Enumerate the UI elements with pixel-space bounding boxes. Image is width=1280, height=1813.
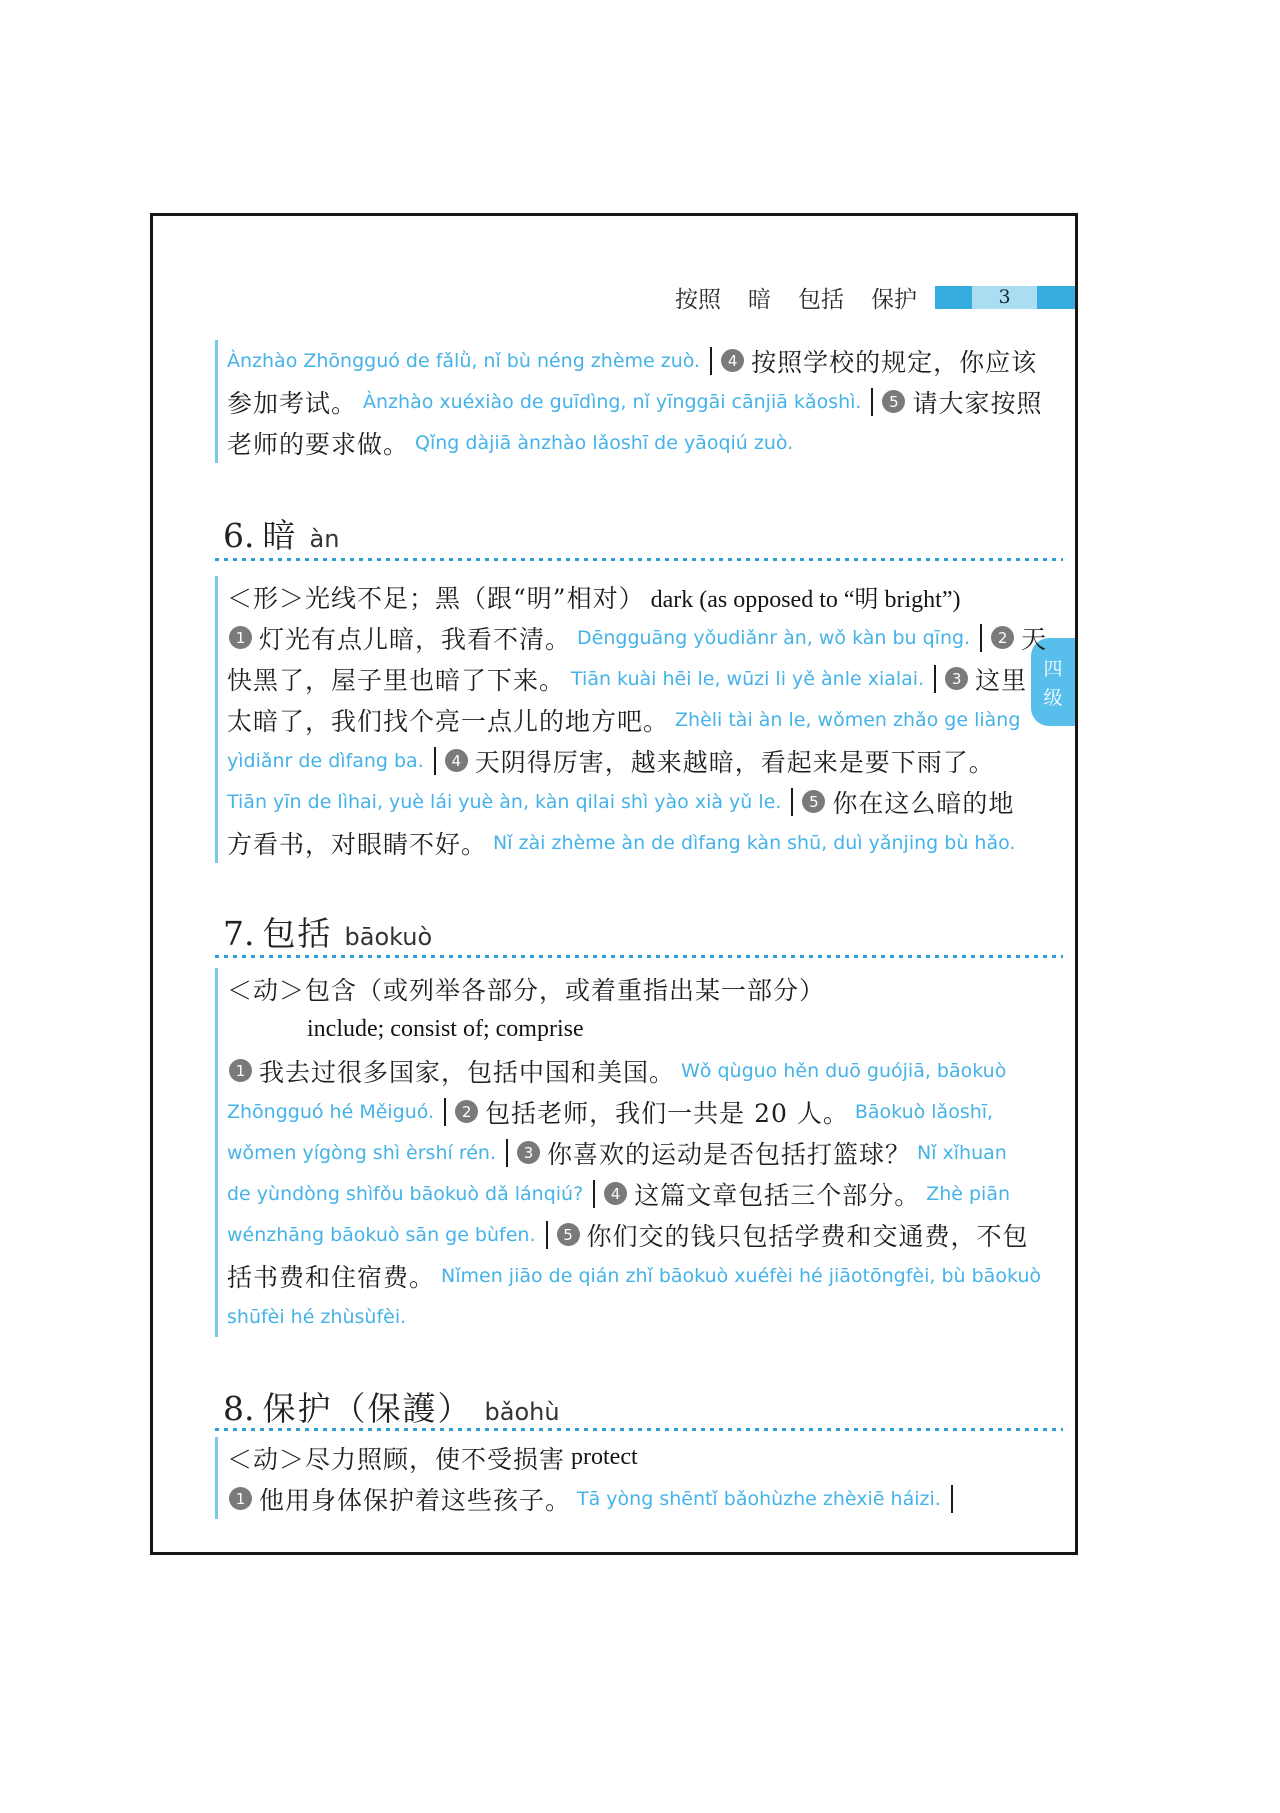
pinyin-text: Ànzhào Zhōngguó de fǎlǜ, nǐ bù néng zhème zuò.: [227, 349, 701, 372]
entry-body-6: [215, 576, 1053, 863]
dashed-divider: [215, 955, 1063, 958]
example-separator-bar: [434, 747, 436, 775]
chinese-text: 快黑了，屋子里也暗了下来。: [227, 665, 566, 695]
chinese-text: 老师的要求做。: [227, 429, 410, 459]
page-header: [675, 285, 1075, 313]
guide-word: 暗: [748, 286, 771, 313]
pinyin-text: yìdiǎnr de dìfang ba.: [227, 749, 424, 772]
text-line: [227, 576, 1053, 617]
dashed-divider: [215, 558, 1063, 561]
text-line: [227, 1173, 1047, 1214]
pinyin-text: Zhōngguó hé Měiguó.: [227, 1100, 435, 1123]
text-line: [227, 699, 1053, 740]
example-left-rule: [215, 1437, 960, 1519]
entry-number: 6.: [223, 516, 255, 555]
entry-continuation-anzhao: [215, 340, 1048, 463]
text-line: [227, 1050, 1047, 1091]
pinyin-text: Wǒ qùguo hěn duō guójiā, bāokuò: [681, 1059, 1007, 1082]
chinese-text: 包括老师，我们一共是 20 人。: [485, 1098, 849, 1128]
text-line: [227, 1437, 960, 1478]
chinese-text: 按照学校的规定，你应该: [751, 347, 1038, 377]
pinyin-text: Tiān yīn de lìhai, yuè lái yuè àn, kàn qilai shì yào xià yǔ le.: [227, 790, 782, 813]
chinese-text: 这里: [975, 665, 1028, 695]
example-separator-bar: [980, 624, 982, 652]
pinyin-text: Ànzhào xuéxiào de guīdìng, nǐ yīnggāi cānjiā kǎoshì.: [363, 390, 862, 413]
chinese-text: 天: [1021, 624, 1048, 654]
chinese-text: 请大家按照: [912, 388, 1043, 418]
text-line: [227, 968, 1047, 1009]
page-bar-segment: [935, 286, 972, 309]
text-line: [227, 1255, 1047, 1296]
entry-heading-8: [223, 1383, 560, 1430]
chinese-text: ＜形＞光线不足；黑（跟“明”相对）: [227, 583, 645, 613]
english-text: dark (as opposed to “明 bright”): [650, 587, 961, 613]
english-text: include; consist of; comprise: [307, 1016, 584, 1042]
example-separator-bar: [791, 788, 793, 816]
text-line: [227, 1296, 1047, 1337]
pinyin-text: Tā yòng shēntǐ bǎohùzhe zhèxiē háizi.: [577, 1487, 941, 1510]
pinyin-text: Bāokuò lǎoshī,: [854, 1100, 994, 1123]
page-bar-segment: [1037, 286, 1075, 309]
text-line: [227, 1478, 960, 1519]
text-line: [227, 1009, 1047, 1050]
chinese-text: 天阴得厉害，越来越暗，看起来是要下雨了。: [474, 747, 995, 777]
example-separator-bar: [951, 1485, 953, 1513]
example-separator-bar: [934, 665, 936, 693]
text-line: [227, 381, 1048, 422]
example-separator-bar: [444, 1098, 446, 1126]
text-line: [227, 1214, 1047, 1255]
example-left-rule: [215, 576, 1053, 863]
chinese-text: ＜动＞尽力照顾，使不受损害: [227, 1444, 566, 1474]
chinese-text: 我去过很多国家，包括中国和美国。: [259, 1057, 676, 1087]
entry-number: 7.: [223, 914, 255, 953]
text-line: [227, 340, 1048, 381]
page-box: [150, 213, 1078, 1555]
chinese-text: 他用身体保护着这些孩子。: [259, 1485, 572, 1515]
chinese-text: 你们交的钱只包括学费和交通费，不包: [586, 1221, 1029, 1251]
text-line: [227, 658, 1053, 699]
text-line: [227, 781, 1053, 822]
example-separator-bar: [506, 1139, 508, 1167]
pinyin-text: Tiān kuài hēi le, wūzi li yě ànle xialai.: [571, 667, 925, 690]
example-left-rule: [215, 968, 1047, 1337]
entry-headword: 保护（保護）: [262, 1389, 473, 1428]
circled-number-badge: 1: [229, 1059, 252, 1082]
circled-number-badge: 2: [991, 626, 1014, 649]
guide-word: 包括: [798, 286, 844, 313]
example-separator-bar: [546, 1221, 548, 1249]
circled-number-badge: 5: [557, 1223, 580, 1246]
text-line: [227, 1132, 1047, 1173]
pinyin-text: Dēngguāng yǒudiǎnr àn, wǒ kàn bu qīng.: [577, 626, 971, 649]
chinese-text: 灯光有点儿暗，我看不清。: [259, 624, 572, 654]
circled-number-badge: 5: [882, 390, 905, 413]
entry-heading-7: [223, 908, 432, 955]
chinese-text: 你喜欢的运动是否包括打篮球？: [546, 1139, 911, 1169]
text-line: [227, 822, 1053, 863]
entry-headword: 包括: [262, 914, 333, 953]
pinyin-text: Zhè piān: [926, 1182, 1011, 1205]
text-line: [227, 740, 1053, 781]
text-line: [227, 617, 1053, 658]
entry-body-7: [215, 968, 1047, 1337]
circled-number-badge: 3: [945, 667, 968, 690]
example-separator-bar: [710, 347, 712, 375]
level-tab-char: 级: [1043, 687, 1063, 709]
pinyin-text: wénzhāng bāokuò sān ge bùfen.: [227, 1223, 536, 1246]
chinese-text: 你在这么暗的地: [832, 788, 1015, 818]
pinyin-text: wǒmen yígòng shì èrshí rén.: [227, 1141, 496, 1164]
example-separator-bar: [593, 1180, 595, 1208]
pinyin-text: Nǐ zài zhème àn de dìfang kàn shū, duì yǎnjing bù hǎo.: [493, 831, 1016, 854]
entry-pinyin: àn: [309, 525, 340, 553]
chinese-text: ＜动＞包含（或列举各部分，或着重指出某一部分）: [227, 975, 826, 1005]
circled-number-badge: 1: [229, 1487, 252, 1510]
pinyin-text: Zhèli tài àn le, wǒmen zhǎo ge liàng: [675, 708, 1021, 731]
circled-number-badge: 1: [229, 626, 252, 649]
pinyin-text: Nǐmen jiāo de qián zhǐ bāokuò xuéfèi hé jiāotōngfèi, bù bāokuò: [441, 1264, 1042, 1287]
text-line: [227, 422, 1048, 463]
english-text: protect: [571, 1444, 638, 1470]
entry-body-8: [215, 1437, 960, 1519]
guide-word: 按照: [675, 286, 721, 313]
guide-word: 保护: [871, 286, 917, 313]
circled-number-badge: 4: [721, 349, 744, 372]
entry-headword: 暗: [262, 516, 298, 555]
chinese-text: 括书费和住宿费。: [227, 1262, 436, 1292]
entry-pinyin: bāokuò: [344, 923, 433, 951]
level-tab-char: 四: [1043, 658, 1063, 680]
chinese-text: 方看书，对眼睛不好。: [227, 829, 488, 859]
pinyin-text: de yùndòng shìfǒu bāokuò dǎ lánqiú?: [227, 1182, 584, 1205]
pinyin-text: Qǐng dàjiā ànzhào lǎoshī de yāoqiú zuò.: [415, 431, 794, 454]
circled-number-badge: 5: [802, 790, 825, 813]
entry-pinyin: bǎohù: [484, 1398, 560, 1426]
entry-heading-6: [223, 510, 339, 557]
circled-number-badge: 2: [455, 1100, 478, 1123]
circled-number-badge: 3: [517, 1141, 540, 1164]
page-number-bar: [935, 286, 1075, 309]
pinyin-text: Nǐ xǐhuan: [917, 1141, 1007, 1164]
chinese-text: 参加考试。: [227, 388, 358, 418]
text-line: [227, 1091, 1047, 1132]
pinyin-text: shūfèi hé zhùsùfèi.: [227, 1305, 407, 1328]
circled-number-badge: 4: [445, 749, 468, 772]
example-separator-bar: [871, 388, 873, 416]
circled-number-badge: 4: [604, 1182, 627, 1205]
chinese-text: 太暗了，我们找个亮一点儿的地方吧。: [227, 706, 670, 736]
entry-number: 8.: [223, 1389, 255, 1428]
chinese-text: 这篇文章包括三个部分。: [634, 1180, 921, 1210]
dashed-divider: [215, 1428, 1063, 1431]
page-number: 3: [972, 286, 1037, 309]
example-left-rule: [215, 340, 1048, 463]
header-guide-words: [675, 281, 917, 314]
